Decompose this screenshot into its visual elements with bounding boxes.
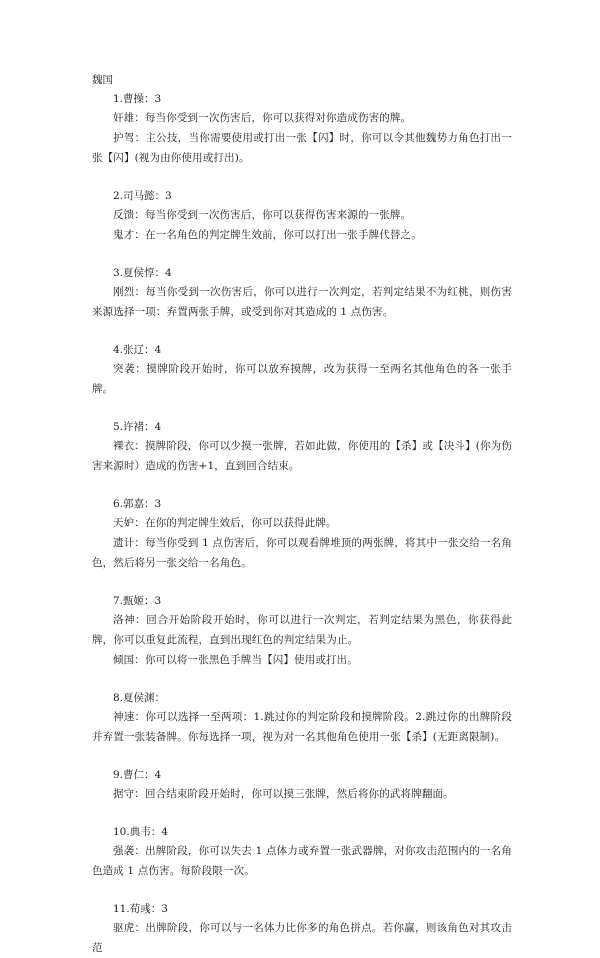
hero-entry [92,264,512,322]
skill-text: 强袭：出牌阶段，你可以失去 1 点体力或弃置一张武器牌，对你攻击范围内的一名角色造成 1 点伤害。每阶段限一次。 [92,845,512,877]
skill-text: 倾国：你可以将一张黑色手牌当【闪】使用或打出。 [113,654,358,666]
skill-text: 洛神：回合开始阶段开始时，你可以进行一次判定，若判定结果为黑色，你获得此牌，你可以重复此流程，直到出现红色的判定结果为止。 [92,614,512,646]
skill-text: 鬼才：在一名角色的判定牌生效前，你可以打出一张手牌代替之。 [113,229,422,241]
hero-entry [92,187,512,245]
hero-title: 10.典韦：4 [113,826,168,838]
hero-entry [92,418,512,476]
hero-title: 9.曹仁：4 [113,769,162,781]
skill-text: 护驾：主公技，当你需要使用或打出一张【闪】时，你可以令其他魏势力角色打出一张【闪】(视为由你使用或打出)。 [92,132,512,164]
skill-text: 天妒：在你的判定牌生效后，你可以获得此牌。 [113,517,337,529]
section-heading: 魏国 [92,74,113,86]
hero-entry [92,900,512,958]
hero-title: 2.司马懿：3 [113,190,172,202]
skill-text: 据守：回合结束阶段开始时，你可以摸三张牌，然后将你的武将牌翻面。 [113,788,454,800]
hero-title: 8.夏侯渊： [113,692,166,704]
hero-title: 5.许褚：4 [113,421,162,433]
hero-title: 3.夏侯惇：4 [113,267,172,279]
skill-text: 刚烈：每当你受到一次伤害后，你可以进行一次判定，若判定结果不为红桃，则伤害来源选择一项：弃置两张手牌，或受到你对其造成的 1 点伤害。 [92,286,512,318]
skill-text: 反馈：每当你受到一次伤害后，你可以获得伤害来源的一张牌。 [113,209,412,221]
hero-title: 4.张辽：4 [113,344,162,356]
hero-title: 1.曹操：3 [113,93,162,105]
hero-entry [92,766,512,804]
skill-text: 驱虎：出牌阶段，你可以与一名体力比你多的角色拼点。若你赢，则该角色对其攻击范 [92,922,512,954]
hero-title: 6.郭嘉：3 [113,498,162,510]
skill-text: 奸雄：每当你受到一次伤害后，你可以获得对你造成伤害的牌。 [113,112,412,124]
skill-text: 遗计：每当你受到 1 点伤害后，你可以观看牌堆顶的两张牌，将其中一张交给一名角色，然后将另一张交给一名角色。 [92,537,512,569]
hero-title: 11.荀彧：3 [113,903,168,915]
hero-entry [92,823,512,881]
hero-entry [92,592,512,670]
hero-title: 7.甄姬：3 [113,595,162,607]
hero-entry [92,495,512,573]
hero-entry [92,90,512,168]
skill-text: 神速：你可以选择一至两项：1.跳过你的判定阶段和摸牌阶段。2.跳过你的出牌阶段并弃置一张装备牌。你每选择一项，视为对一名其他角色使用一张【杀】(无距离限制)。 [92,711,512,743]
hero-entry [92,689,512,747]
skill-text: 裸衣：摸牌阶段，你可以少摸一张牌，若如此做，你使用的【杀】或【决斗】(你为伤害来源时）造成的伤害+1，直到回合结束。 [92,440,512,472]
hero-entry [92,341,512,399]
skill-text: 突袭：摸牌阶段开始时，你可以放弃摸牌，改为获得一至两名其他角色的各一张手牌。 [92,363,512,395]
